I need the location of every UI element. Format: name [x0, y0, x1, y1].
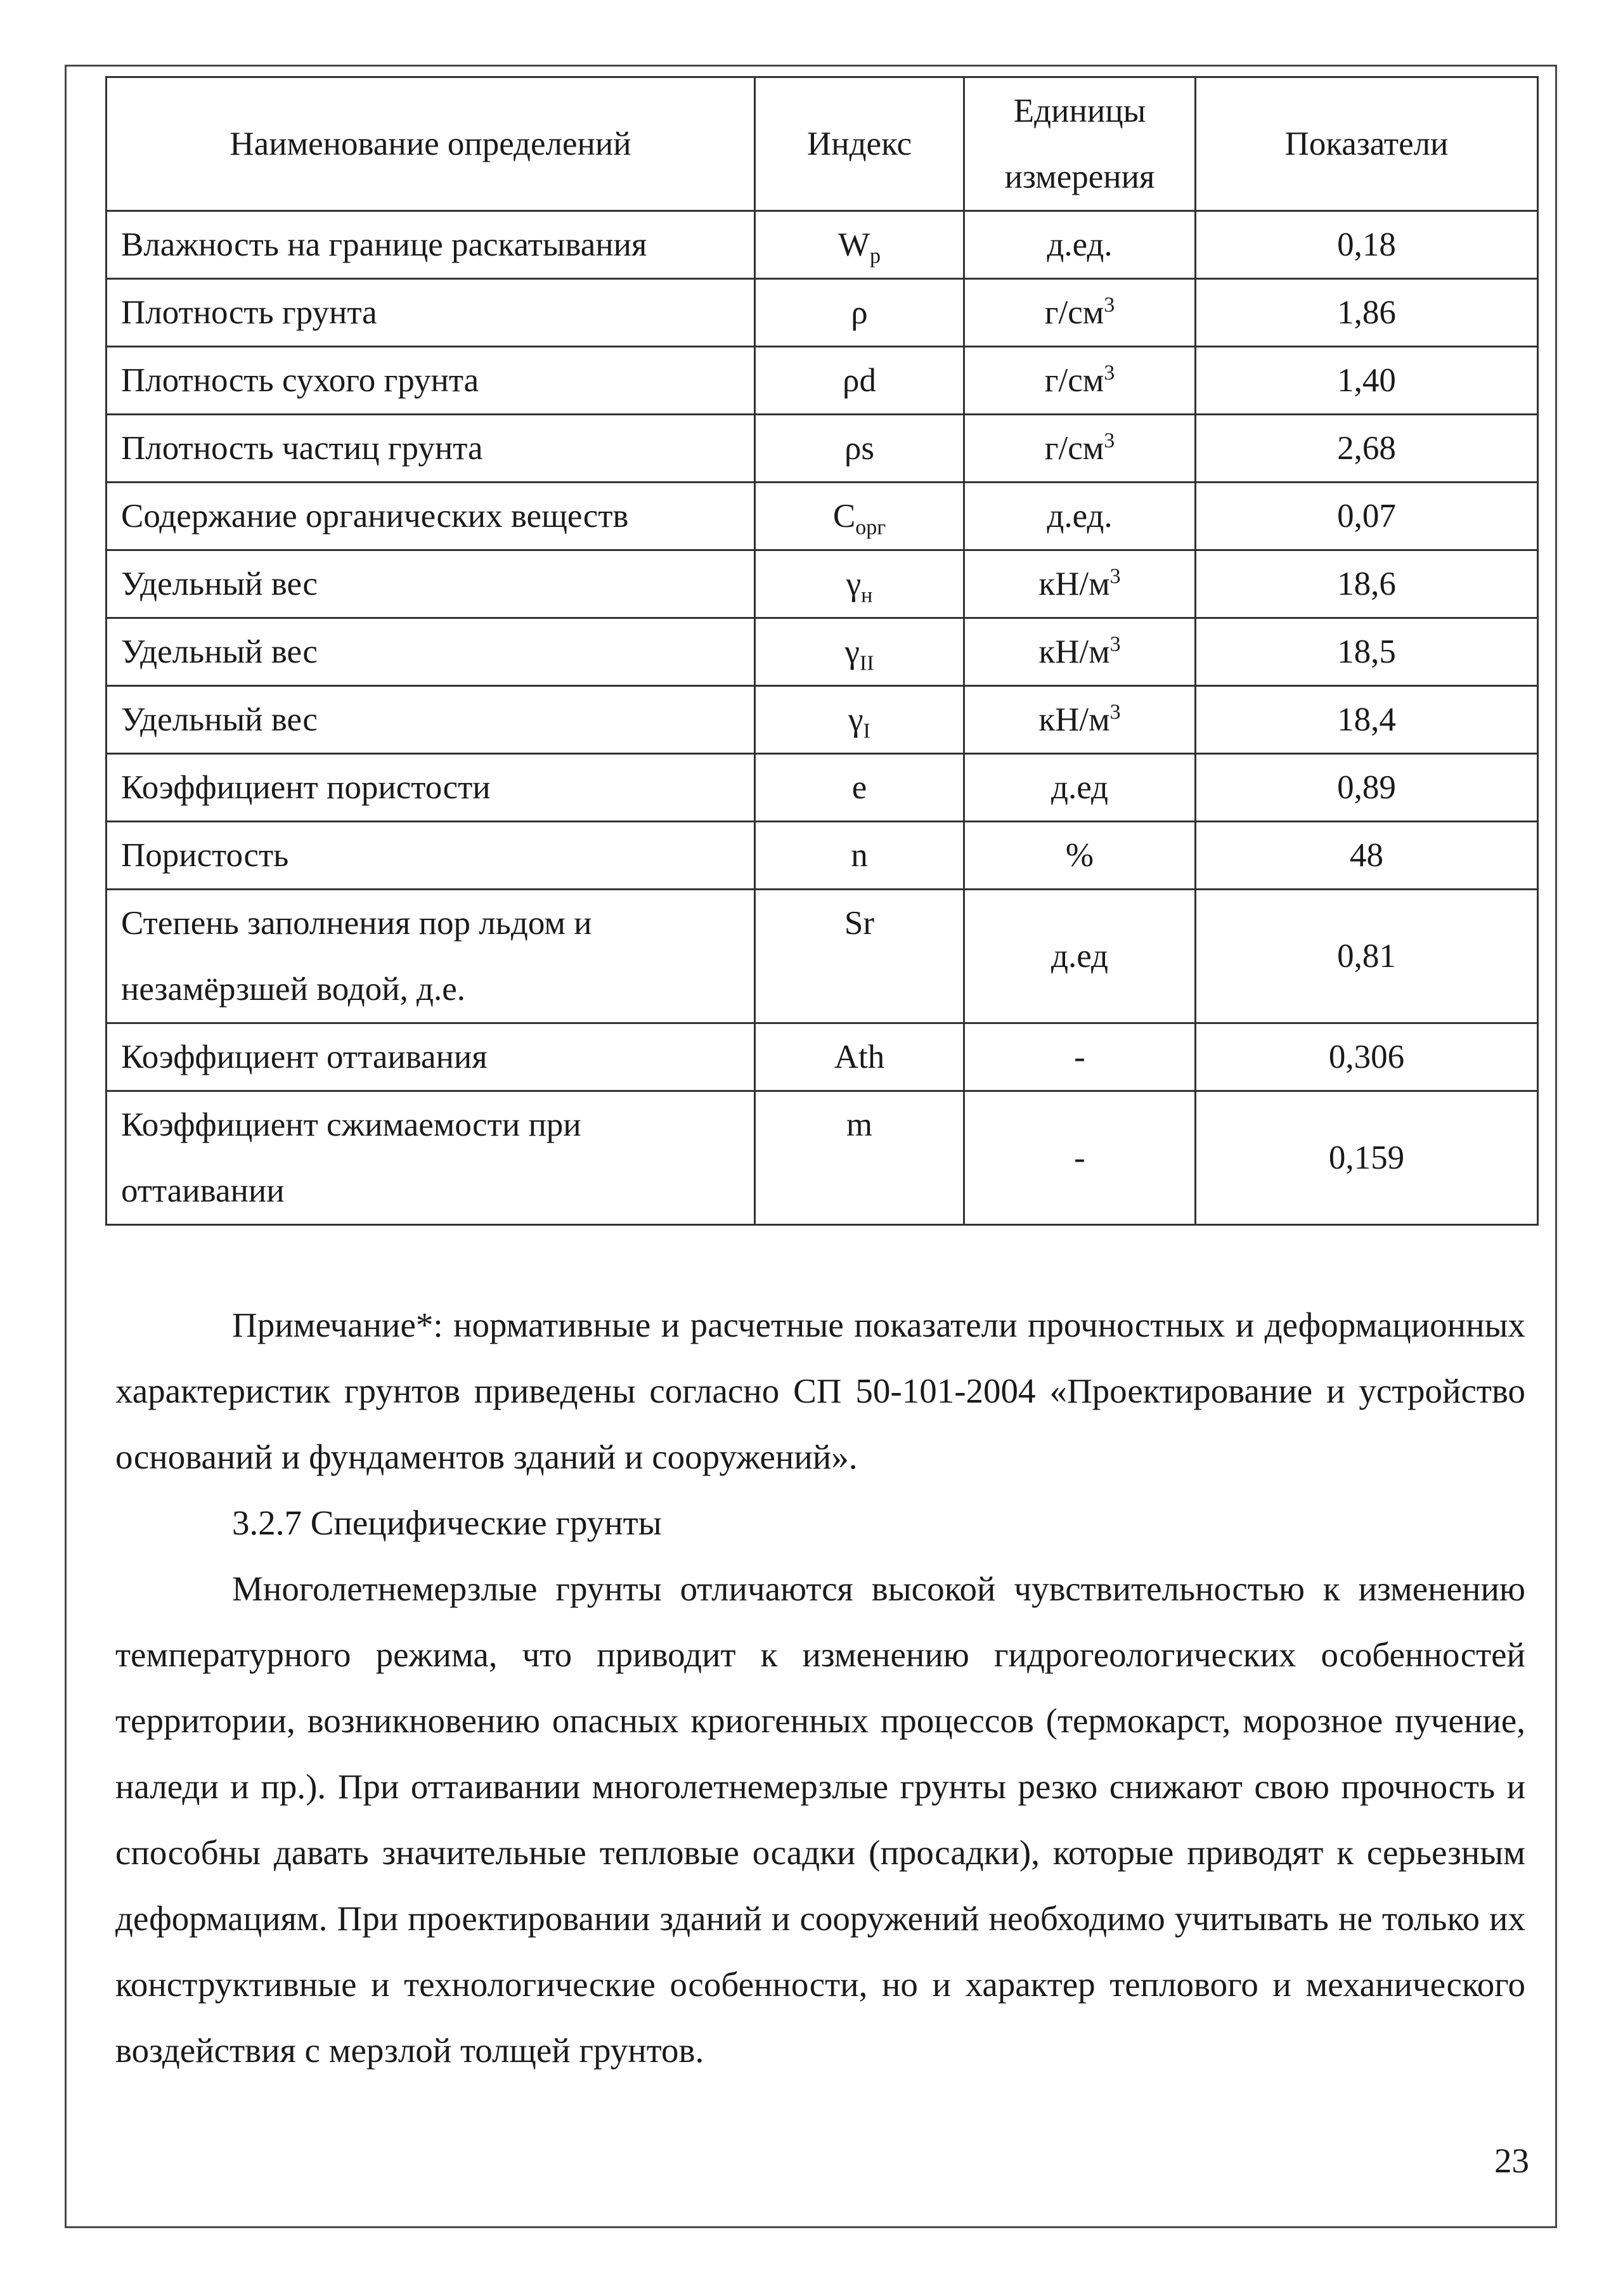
- cell-name: Плотность сухого грунта: [107, 347, 755, 415]
- table-row: [107, 211, 1538, 279]
- unit-text: -: [1074, 1039, 1085, 1075]
- cell-value: 18,6: [1196, 550, 1538, 618]
- cell-index: [755, 754, 964, 822]
- cell-unit: [964, 211, 1196, 279]
- unit-text: г/см: [1044, 294, 1104, 331]
- cell-unit: [964, 550, 1196, 618]
- table-header-row: [107, 77, 1538, 211]
- unit-text: д.ед.: [1047, 498, 1113, 535]
- section-heading: 3.2.7 Специфические грунты: [232, 1503, 662, 1542]
- unit-text: д.ед: [1051, 938, 1108, 975]
- cell-name: Содержание органических веществ: [107, 483, 755, 550]
- cell-name: Коэффициент оттаивания: [107, 1023, 755, 1091]
- cell-index: [755, 1023, 964, 1091]
- table-row: [107, 686, 1538, 754]
- unit-superscript: 3: [1104, 361, 1115, 385]
- cell-value: 1,40: [1196, 347, 1538, 415]
- unit-text: кН/м: [1038, 633, 1110, 670]
- header-index: Индекс: [755, 77, 964, 211]
- table-row: [107, 550, 1538, 618]
- cell-name: Влажность на границе раскатывания: [107, 211, 755, 279]
- table-row: [107, 618, 1538, 686]
- table-note: Примечание*: нормативные и расчетные показатели прочностных и деформационных характеристик грунтов приведены согласно СП 50-101-2004 «Проектирование и устройство оснований и фундаментов зданий и сооружений».: [115, 1306, 1525, 1476]
- unit-superscript: 3: [1104, 293, 1115, 317]
- cell-name: Коэффициент сжимаемости при оттаивании: [107, 1091, 755, 1225]
- index-symbol: Sr: [844, 905, 875, 942]
- cell-value: 0,89: [1196, 754, 1538, 822]
- unit-superscript: 3: [1109, 700, 1121, 724]
- cell-value: 48: [1196, 822, 1538, 890]
- cell-index: [755, 279, 964, 347]
- cell-value: 2,68: [1196, 415, 1538, 483]
- index-subscript: н: [861, 583, 873, 607]
- index-symbol: C: [832, 498, 856, 535]
- table-row: [107, 415, 1538, 483]
- unit-text: -: [1074, 1139, 1085, 1176]
- soil-properties-table: [105, 76, 1539, 1226]
- cell-name: Степень заполнения пор льдом и незамёрзшей водой, д.е.: [107, 890, 755, 1023]
- cell-name: Коэффициент пористости: [107, 754, 755, 822]
- cell-unit: [964, 618, 1196, 686]
- cell-value: 0,07: [1196, 483, 1538, 550]
- unit-text: кН/м: [1038, 566, 1110, 602]
- unit-text: д.ед: [1051, 769, 1108, 806]
- cell-unit: [964, 1091, 1196, 1225]
- index-symbol: ρd: [843, 362, 876, 399]
- index-symbol: Ath: [834, 1039, 885, 1075]
- cell-unit: [964, 1023, 1196, 1091]
- cell-name: Удельный вес: [107, 686, 755, 754]
- cell-name: Плотность частиц грунта: [107, 415, 755, 483]
- index-subscript: p: [870, 244, 881, 268]
- index-symbol: γ: [848, 701, 863, 738]
- index-subscript: II: [859, 651, 874, 675]
- cell-index: [755, 550, 964, 618]
- index-symbol: e: [851, 769, 867, 806]
- cell-name: Плотность грунта: [107, 279, 755, 347]
- table-row: [107, 754, 1538, 822]
- cell-index: [755, 347, 964, 415]
- table-row: [107, 279, 1538, 347]
- unit-text: кН/м: [1038, 701, 1110, 738]
- paragraph: Многолетнемерзлые грунты отличаются высокой чувствительностью к изменению температурного режима, что приводит к изменению гидрогеологических особенностей территории, возникновению опасных криогенных процессов (термокарст, морозное пучение, наледи и пр.). При оттаивании многолетнемерзлые грунты резко снижают свою прочность и способны давать значительные тепловые осадки (просадки), которые приводят к серьезным деформациям. При проектировании зданий и сооружений необходимо учитывать не только их конструктивные и технологические особенности, но и характер теплового и механического воздействия с мерзлой толщей грунтов.: [115, 1569, 1525, 2070]
- cell-unit: [964, 347, 1196, 415]
- unit-superscript: 3: [1104, 429, 1115, 453]
- cell-name: Удельный вес: [107, 618, 755, 686]
- index-subscript: орг: [855, 516, 886, 540]
- cell-name: Удельный вес: [107, 550, 755, 618]
- cell-index: [755, 415, 964, 483]
- unit-superscript: 3: [1109, 632, 1121, 656]
- cell-index: [755, 483, 964, 550]
- unit-text: г/см: [1044, 362, 1104, 399]
- cell-index: [755, 211, 964, 279]
- index-symbol: ρs: [844, 430, 875, 467]
- index-symbol: γ: [844, 633, 860, 670]
- index-symbol: γ: [846, 566, 862, 602]
- body-text: [115, 1292, 1525, 2084]
- table-row: [107, 1091, 1538, 1225]
- cell-value: 0,306: [1196, 1023, 1538, 1091]
- table-row: [107, 890, 1538, 1023]
- header-name: Наименование определений: [107, 77, 755, 211]
- cell-index: [755, 686, 964, 754]
- unit-text: д.ед.: [1047, 226, 1113, 263]
- index-symbol: ρ: [851, 294, 868, 331]
- cell-unit: [964, 822, 1196, 890]
- header-units: Единицы измерения: [964, 77, 1196, 211]
- cell-unit: [964, 890, 1196, 1023]
- cell-index: [755, 618, 964, 686]
- cell-index: [755, 1091, 964, 1225]
- cell-unit: [964, 483, 1196, 550]
- index-subscript: I: [863, 719, 870, 743]
- index-symbol: W: [837, 226, 870, 263]
- cell-index: [755, 890, 964, 1023]
- table-row: [107, 1023, 1538, 1091]
- cell-unit: [964, 415, 1196, 483]
- cell-unit: [964, 686, 1196, 754]
- unit-text: г/см: [1044, 430, 1104, 467]
- cell-index: [755, 822, 964, 890]
- cell-name: Пористость: [107, 822, 755, 890]
- index-symbol: m: [846, 1106, 873, 1143]
- cell-value: 18,5: [1196, 618, 1538, 686]
- cell-unit: [964, 754, 1196, 822]
- table-row: [107, 347, 1538, 415]
- table-row: [107, 483, 1538, 550]
- table-row: [107, 822, 1538, 890]
- cell-unit: [964, 279, 1196, 347]
- cell-value: 0,81: [1196, 890, 1538, 1023]
- index-symbol: n: [851, 837, 868, 874]
- page-number: 23: [1494, 2141, 1529, 2180]
- cell-value: 0,159: [1196, 1091, 1538, 1225]
- unit-superscript: 3: [1109, 564, 1121, 588]
- header-value: Показатели: [1196, 77, 1538, 211]
- cell-value: 18,4: [1196, 686, 1538, 754]
- cell-value: 1,86: [1196, 279, 1538, 347]
- unit-text: %: [1065, 837, 1094, 874]
- cell-value: 0,18: [1196, 211, 1538, 279]
